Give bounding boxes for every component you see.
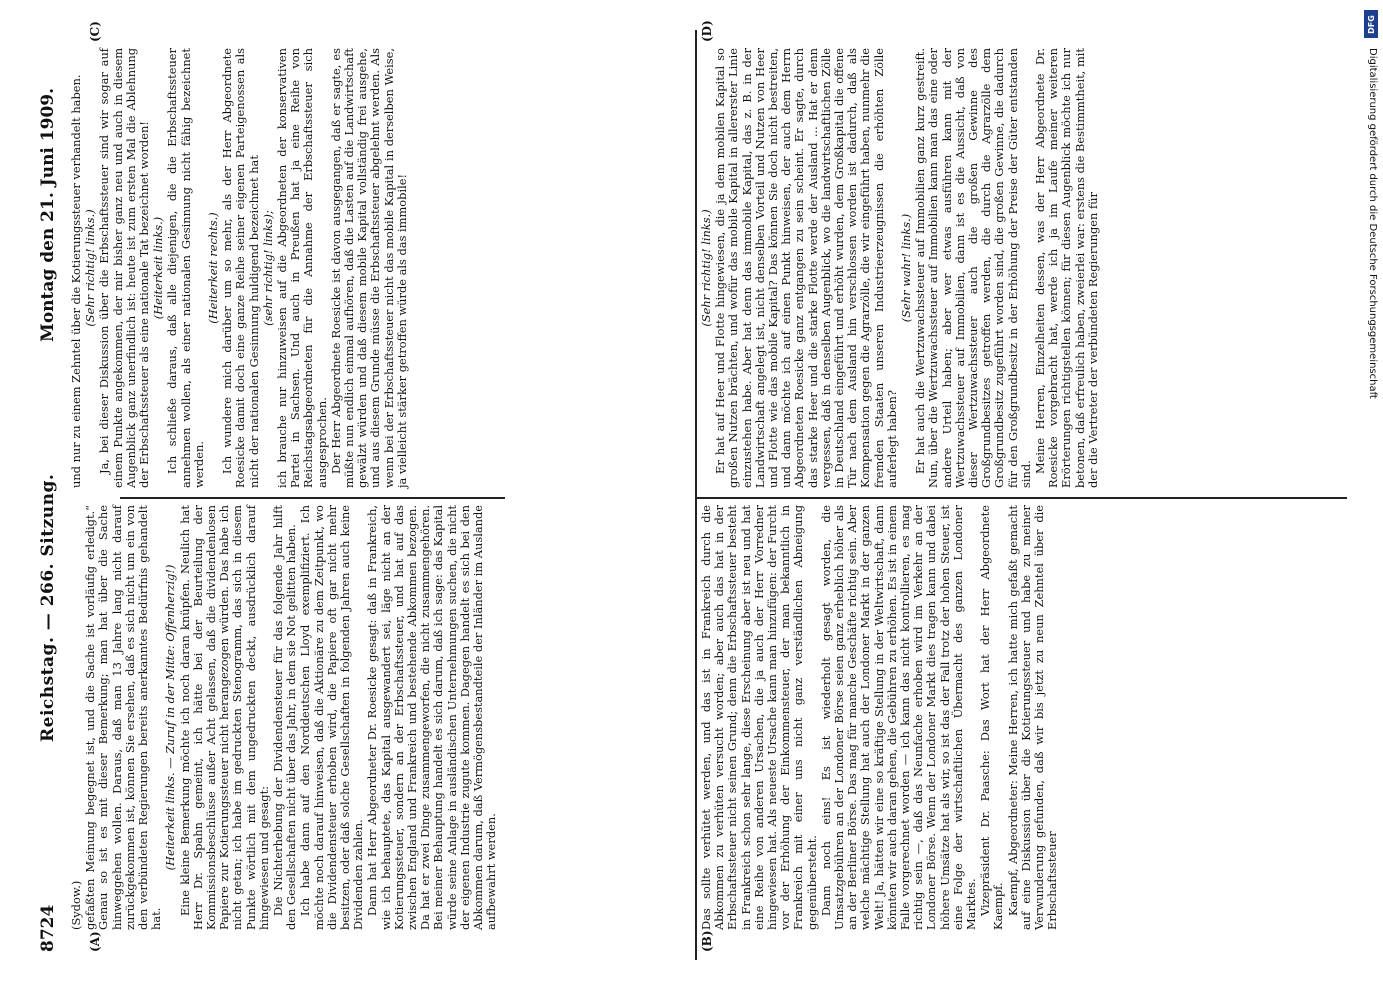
paragraph: Ja, bei dieser Diskussion über die Erbschaftssteuer sind wir sogar auf einem Punkte angekommen, der mir bisher ganz neu und auch in diesem Augenblick ganz unerfindlich ist: heute ist zum ersten Mal die Ablehnung der Erbschaftssteuer als eine nationale Tat bezeichnet worden! <box>97 48 152 488</box>
interjection: (Sehr richtig! links.) <box>699 209 713 327</box>
horizontal-divider <box>695 30 697 960</box>
paragraph: Er hat auch die Wertzuwachssteuer auf Immobilien ganz kurz gestreift. Nun, über die Wertzuwachssteuer auf Immobilien kann man das eine oder andere Urteil haben; aber wer etwas ausführen kann mit der Wertzuwachssteuer auf Immobilien, dann ist es die Aussicht, daß von dieser Wertzuwachssteuer auch die großen Gewinne des Großgrundbesitzes getroffen werden, die durch die Agrarzölle dem Großgrundbesitz zugeführt worden sind, die großen Gewinne, die dadurch für den Großgrundbesitz in der Erhöhung der Preise der Güter entstanden sind. <box>913 48 1033 488</box>
interjection: (Heiterkeit links.) <box>151 216 166 320</box>
paragraph: Ich habe dann auf den Norddeutschen Lloyd exemplifiziert. Ich möchte noch darauf hinweisen, daß die Aktionäre zu dem Zeitpunkt, wo die Dividendensteuer erhoben wird, die Papiere oft gar nicht mehr besitzen, oder daß solche Gesellschaften in folgenden Jahren auch keine Dividenden zahlen. <box>298 505 366 930</box>
paragraph: Eine kleine Bemerkung möchte ich noch daran knüpfen. Neulich hat Herr Dr. Spahn gemeint, ich hätte bei der Beurteilung der Kommissionsbeschlüsse außer Acht gelassen, daß die dividendenlosen Papiere zur Kotierungssteuer nicht herangezogen würden. Das habe ich nicht getan; ich habe im gedruckten Stenogramm, das sich in diesem Punkte wörtlich mit dem ungedruckten deckt, ausdrücklich darauf hingewiesen und gesagt: <box>177 505 271 930</box>
column-divider-top <box>120 497 505 499</box>
margin-marker-a: (A) <box>88 931 102 952</box>
digitization-credit-text: Digitalisierung gefördert durch die Deutsche Forschungsgemeinschaft <box>1367 48 1378 399</box>
paragraph: Dann hat Herr Abgeordneter Dr. Roesicke gesagt: daß in Frankreich, wie ich behauptete, das Kapital ausgewandert sei, läge nicht an der Kotierungssteuer, sondern an der Erbschaftssteuer, und hat auf das zwischen England und Frankreich und bestehende Abkommen bezogen. Da hat er zwei Dinge zusammengeworfen, die nicht zusammengehören. Bei meiner Behauptung handelt es sich darum, daß ich sage: das Kapital würde seine Anlage in ausländischen Unternehmungen suchen, die nicht der eigenen Industrie zugute kommen. Dagegen handelt es sich bei den Abkommen darum, daß Vermögensbestandteile der Inländer im Auslande aufbewahrt werden. <box>365 505 499 930</box>
running-head: Reichstag. — 266. Sitzung. <box>38 473 58 742</box>
paragraph: Der Herr Abgeordnete Roesicke ist davon ausgegangen, daß er sagte, es müßte nun endlich einmal aufhören, daß die Lasten auf die Landwirtschaft gewälzt würden und daß diesem mobile Kapital vollständig frei ausgehe, und aus diesem Grunde müsse die Erbschaftssteuer abgelehnt werden. Als wenn bei der Erbschaftssteuer nicht das mobile Kapital in derselben Weise, ja vielleicht stärker getroffen würde als das immobile! <box>328 48 409 488</box>
dfg-logo <box>1364 10 1378 38</box>
page-header <box>38 42 64 952</box>
chair-statement: Vizepräsident Dr. Paasche: Das Wort hat der Herr Abgeordnete Kaempf. <box>978 505 1006 930</box>
session-date: Montag den 21. Juni 1909. <box>38 87 58 342</box>
dfg-logo-text: DFG <box>1366 14 1376 34</box>
paragraph: Ich schließe daraus, daß alle diejenigen, die die Erbschaftssteuer annehmen wollen, als einer nationalen Gesinnung nicht fähig bezeichnet werden. <box>165 48 206 488</box>
interjection: (sehr richtig! links); <box>260 210 275 326</box>
margin-marker-b: (B) <box>700 930 714 952</box>
paragraph: und nur zu einem Zehntel über die Kotierungssteuer verhandelt haben. <box>69 74 83 488</box>
right-column-top <box>70 48 680 488</box>
interjection: (Sehr richtig! links.) <box>83 209 98 327</box>
page-number: 8724 <box>38 904 58 952</box>
interjection: (Heiterkeit rechts.) <box>206 212 221 324</box>
left-column-bottom <box>700 505 1350 930</box>
left-column-top <box>70 505 680 930</box>
paragraph: Ich wundere mich darüber um so mehr, als der Herr Abgeordnete Roesicke damit doch eine ganze Reihe seiner eigenen Parteigenossen als nicht der nationalen Gesinnung huldigend bezeichnet hat <box>220 48 261 488</box>
paragraph: Das sollte verhütet werden, und das ist in Frankreich durch die Abkommen zu verhüten versucht worden; aber auch das hat in der Erbschaftssteuer nicht seinen Grund; denn die Erbschaftssteuer besteht in Frankreich schon sehr lange, diese Erscheinung aber ist neu und hat eine Reihe von anderen Ursachen, die ja auch der Herr Vorredner hingewiesen hat. Als neueste Ursache kann man hinzufügen: der Furcht vor der Erhöhung der Einkommensteuer, der man bekanntlich in Frankreich mit einer uns nicht ganz verständlichen Abneigung gegenübersteht. <box>699 505 819 930</box>
column-divider-bottom <box>697 497 1347 499</box>
paragraph: Dann noch eins! Es ist wiederholt gesagt worden, die Umsatzgebühren an der Londoner Börse seien ganz erheblich höher als an der Berliner Börse. Das mag für manche Geschäfte richtig sein. Aber welche mächtige Stellung hat auch der Londoner Markt in der ganzen Welt! Ja, hätten wir eine so kräftige Stellung in der Weltwirtschaft, dann könnten wir auch daran gehen, die Gebühren zu erhöhen. Es ist in einem Falle vorgerechnet worden — ich kann das nicht kontrollieren, es mag richtig sein —, daß das Neunfache erhoben wird im Verkehr an der Londoner Börse. Wenn der Londoner Markt dies tragen kann und dabei höhere Umsätze hat als wir, so ist das der Fall trotz der hohen Steuer, ist eine Folge der wirtschaftlichen Übermacht des ganzen Londoner Marktes. <box>818 505 979 930</box>
margin-marker-d: (D) <box>700 20 714 42</box>
paragraph: Er hat auf Heer und Flotte hingewiesen, die ja dem mobilen Kapital so großen Nutzen brächten, und wofür das mobile Kapital in allererster Linie einzustehen habe. Aber hat denn das immobile Kapital, das z. B. in der Landwirtschaft angelegt ist, nicht denselben Vorteil und Nutzen von Heer und Flotte wie das mobile Kapital? Das können Sie doch nicht bestreiten, und dann möchte ich auf einen Punkt hinweisen, der auch dem Herrn Abgeordneten Roesicke ganz entgangen zu sein scheint. Er sagte, durch das starke Heer und die starke Flotte werde der Ausland ... Hat er denn vergessen, daß in denselben Augenblick, wo die landwirtschaftlichen Zölle in Deutschland eingeführt und erhöht wurden, dem Großkapital die offene Tür nach dem Ausland hin verschlossen worden ist dadurch, daß als Kompensation gegen die Agrarzölle, die wir eingeführt haben, nunmehr die fremden Staaten unseren Industrieerzeugnissen die erhöhten Zölle auferlegt haben? <box>713 48 899 488</box>
margin-marker-c: (C) <box>88 21 102 42</box>
paragraph: ich brauche nur hinzuweisen auf die Abgeordneten der konservativen Partei in Sachsen. Und auch in Preußen hat ja eine Reihe von Reichstagsabgeordneten für die Annahme der Erbschaftssteuer sich ausgesprochen. <box>275 48 329 488</box>
speech-opening: Kaempf, Abgeordneter: Meine Herren, ich hatte mich gefaßt gemacht auf eine Diskussion über die Kotierungssteuer und habe zu meiner Verwunderung gefunden, daß wir bis jetzt zu neun Zehntel über die Erbschaftssteuer <box>1005 505 1060 930</box>
speaker-tag: (Sydow.) <box>69 880 83 930</box>
paragraph: gefaßten Meinung begegnet ist, und die Sache ist vorläufig erledigt.“ Genau so ist es mit dieser Bemerkung; man hat über die Sache hinweggehen wollen. Daraus, daß man 13 Jahre lang nicht darauf zurückgekommen ist, können Sie ersehen, daß es sich nicht um ein von den verbündeten Regierungen bereits anerkanntes Bedürfnis gehandelt hat. <box>83 505 164 930</box>
digitization-credit <box>1366 48 1380 978</box>
right-column-bottom <box>700 48 1350 488</box>
paragraph: Meine Herren, Einzelheiten dessen, was der Herr Abgeordnete Dr. Roesicke vorgebracht hat, werde ich ja im Laufe meiner weiteren Erörterungen richtigstellen können; für diesen Augenblick möchte ich nur betonen, daß erfreulich haben, zweierlei war: erstens die Bestimmtheit, mit der die Vertreter der verbündeten Regierungen für <box>1033 48 1100 488</box>
quotation: Die Nichterhebung der Dividendensteuer für das folgende Jahr hilft den Gesellschaften nicht über das Jahr, in dem sie Not gelitten haben. <box>271 505 299 930</box>
interjection: (Sehr wahr! links.) <box>899 213 914 323</box>
interjection: (Heiterkeit links. — Zuruf in der Mitte: Offenherzig!) <box>163 564 178 871</box>
